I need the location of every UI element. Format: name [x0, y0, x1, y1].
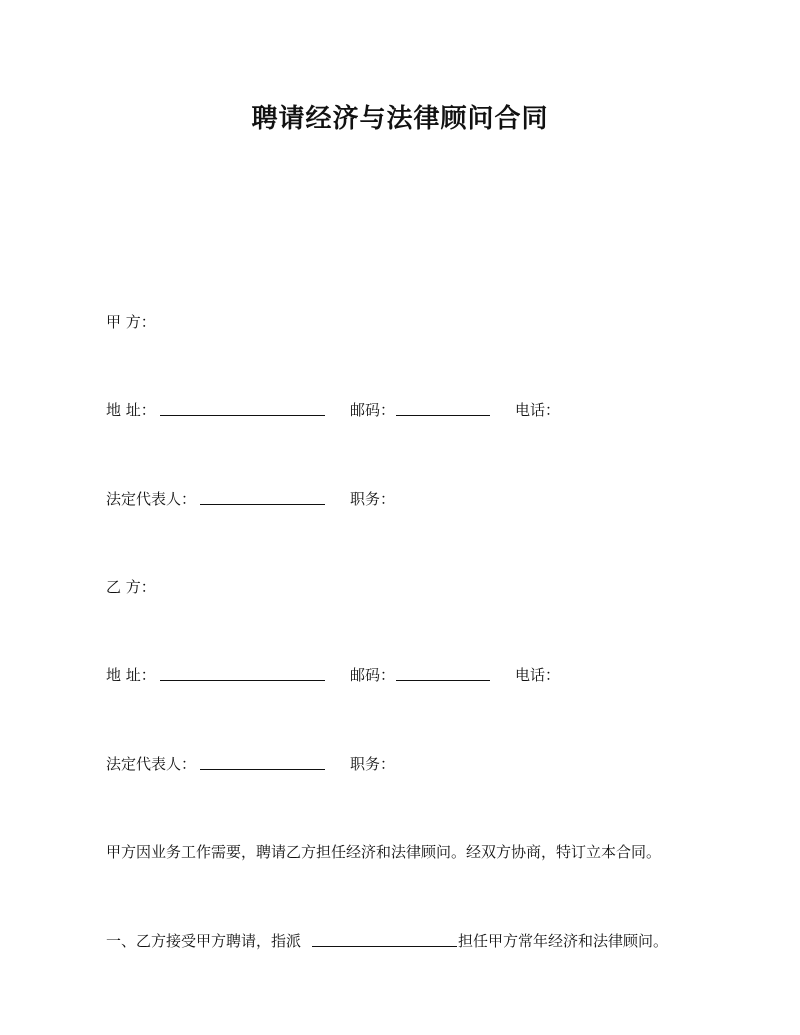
party-b-address-label: 地 址： [106, 666, 156, 684]
party-a-rep-label: 法定代表人： [106, 490, 197, 508]
party-b-rep-field[interactable] [200, 755, 325, 770]
clause-1-assignee-field[interactable] [312, 932, 457, 947]
document-title: 聘请经济与法律顾问合同 [251, 104, 549, 134]
party-b-postcode-label: 邮码： [350, 666, 396, 684]
clause-1-suffix: 担任甲方常年经济和法律顾问。 [458, 932, 669, 950]
party-b-postcode-field[interactable] [396, 666, 490, 681]
party-a-postcode-field[interactable] [396, 401, 490, 416]
intro-paragraph: 甲方因业务工作需要，聘请乙方担任经济和法律顾问。经双方协商，特订立本合同。 [106, 843, 662, 861]
clause-1-prefix: 一、乙方接受甲方聘请，指派 [106, 932, 302, 950]
party-b-phone-label: 电话： [515, 666, 561, 684]
party-b-position-label: 职务： [350, 755, 396, 773]
party-a-phone-label: 电话： [515, 401, 561, 419]
party-a-rep-field[interactable] [200, 490, 325, 505]
party-b-label: 乙 方： [106, 578, 156, 596]
party-a-address-field[interactable] [160, 401, 325, 416]
party-a-postcode-label: 邮码： [350, 401, 396, 419]
party-a-address-label: 地 址： [106, 401, 156, 419]
party-b-address-field[interactable] [160, 666, 325, 681]
party-a-label: 甲 方： [106, 313, 156, 331]
party-b-rep-label: 法定代表人： [106, 755, 197, 773]
party-a-position-label: 职务： [350, 490, 396, 508]
